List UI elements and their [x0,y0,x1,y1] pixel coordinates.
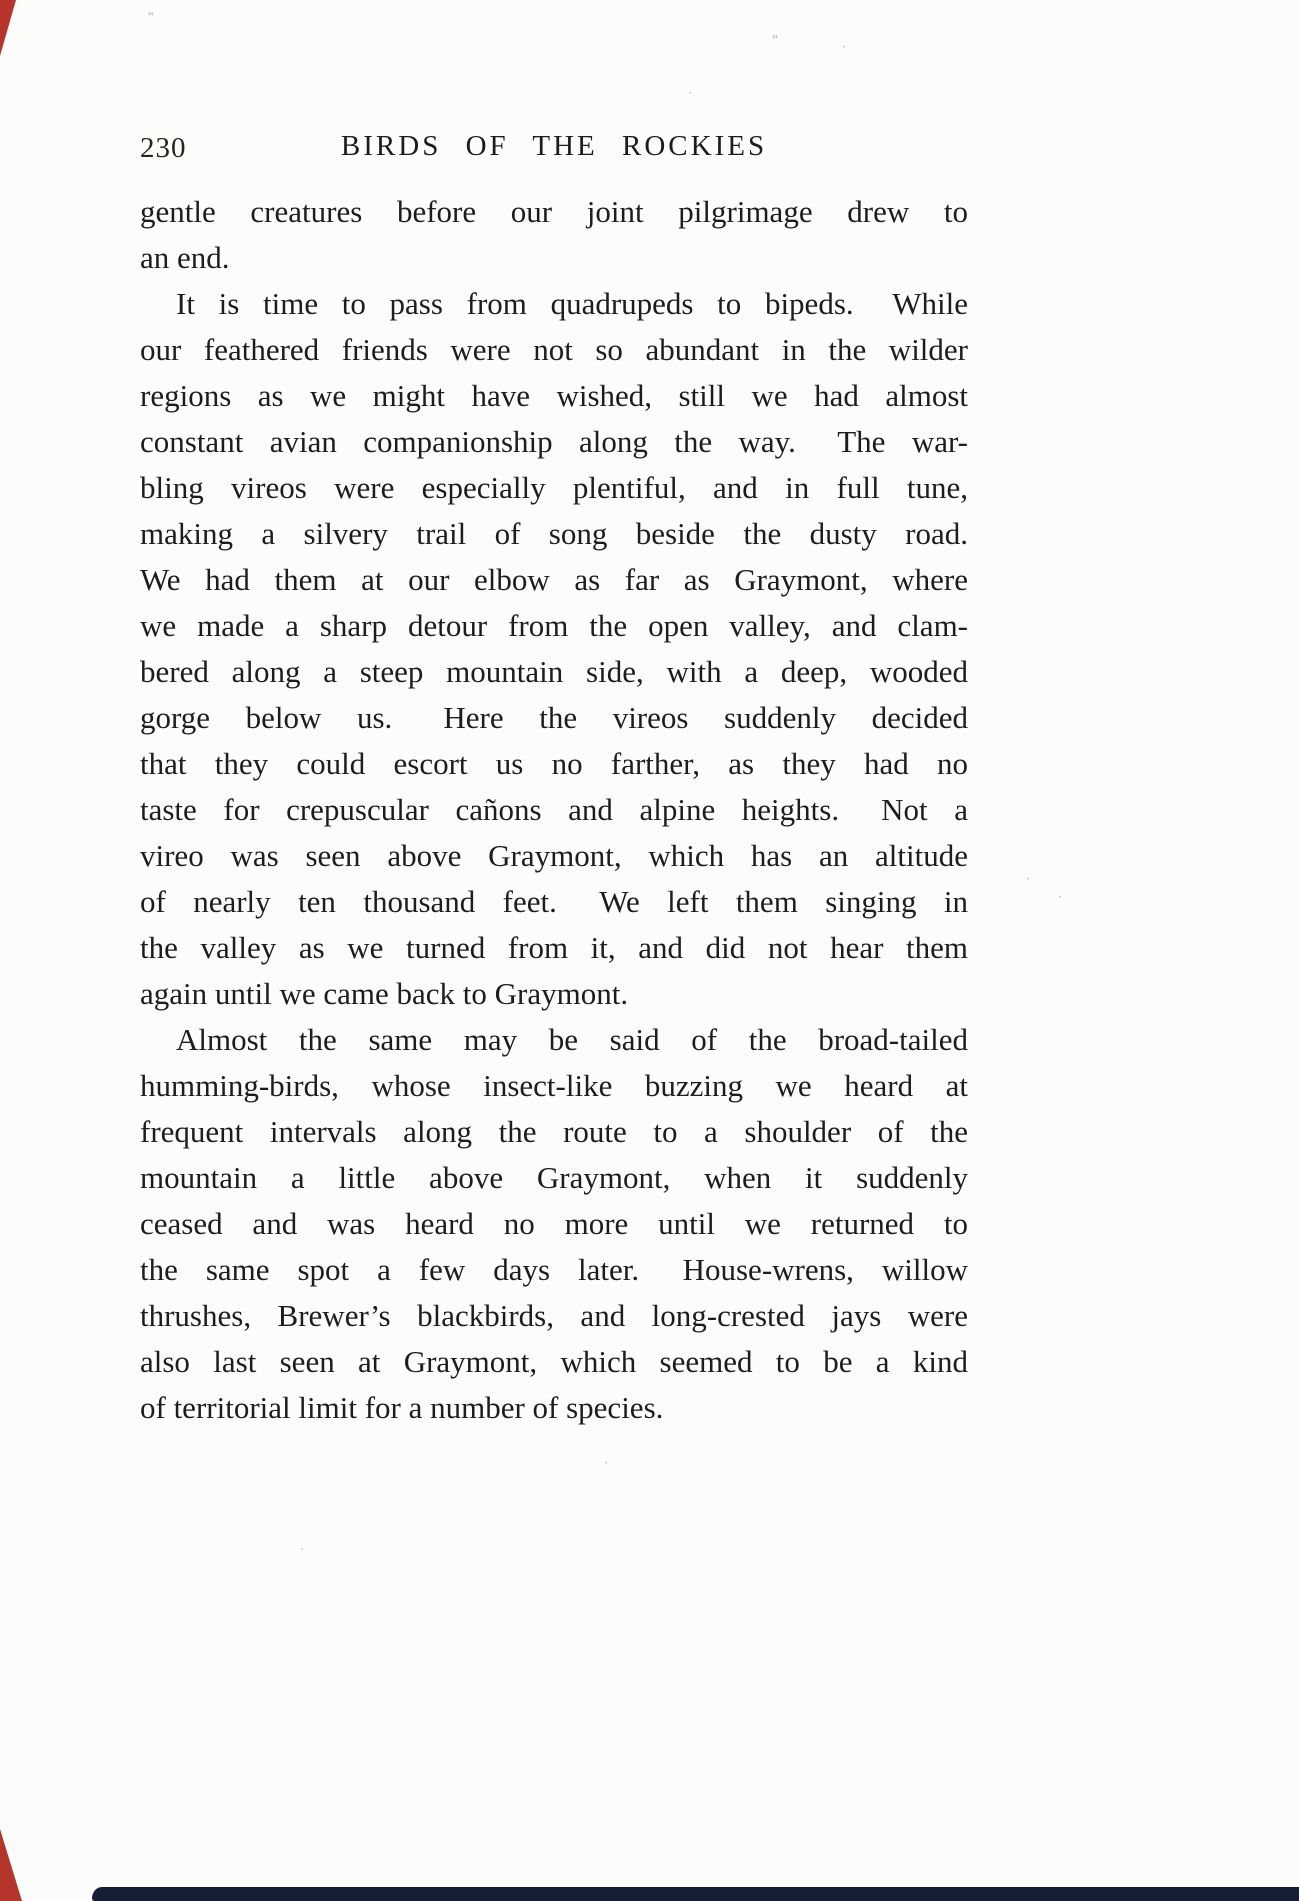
text-line: It is time to pass from quadrupeds to bipeds. While [176,286,968,321]
text-line: bered along a steep mountain side, with a deep, wooded [140,654,968,689]
scan-speck: · [842,39,847,54]
scan-artifact-red-top-left [0,0,16,56]
text-line: that they could escort us no farther, as they had no [140,746,968,781]
page-number: 230 [140,132,187,164]
text-line: vireo was seen above Graymont, which has an altitude [140,838,968,873]
text-line: taste for crepuscular cañons and alpine heights. Not a [140,792,968,827]
scan-artifact-bottom-strip [92,1887,1299,1901]
text-line: ceased and was heard no more until we returned to [140,1206,968,1241]
scan-speck: · [604,1455,609,1470]
scan-speck: · [1058,889,1063,904]
text-line: humming-birds, whose insect-like buzzing we heard at [140,1068,968,1103]
text-line: thrushes, Brewer’s blackbirds, and long-crested jays were [140,1298,968,1333]
text-line: also last seen at Graymont, which seemed to be a kind [140,1344,968,1379]
running-title: BIRDS OF THE ROCKIES [340,130,768,162]
text-line: gentle creatures before our joint pilgrimage drew to [140,194,968,229]
scan-speck: · [688,85,693,100]
text-line: Almost the same may be said of the broad-tailed [176,1022,968,1057]
page-header [140,130,968,170]
scan-speck: „ [772,25,778,40]
text-line: of nearly ten thousand feet. We left them singing in [140,884,968,919]
text-line: mountain a little above Graymont, when it suddenly [140,1160,968,1195]
text-line: regions as we might have wished, still we had almost [140,378,968,413]
text-line: of territorial limit for a number of species. [140,1390,664,1425]
text-line: the valley as we turned from it, and did not hear them [140,930,968,965]
text-line: an end. [140,240,230,275]
text-line: we made a sharp detour from the open valley, and clam- [140,608,968,643]
text-line: the same spot a few days later. House-wrens, willow [140,1252,968,1287]
text-line: again until we came back to Graymont. [140,976,629,1011]
scan-speck: · [1026,871,1031,886]
text-line: bling vireos were especially plentiful, and in full tune, [140,470,968,505]
text-line: making a silvery trail of song beside the dusty road. [140,516,968,551]
scan-artifact-red-bottom-left [0,1829,22,1901]
text-line: gorge below us. Here the vireos suddenly decided [140,700,968,735]
text-line: We had them at our elbow as far as Graymont, where [140,562,968,597]
page-body [140,189,968,1431]
scan-speck: ‟ [148,9,154,24]
text-line: constant avian companionship along the way. The war- [140,424,968,459]
scan-speck: · [300,1541,305,1556]
text-line: frequent intervals along the route to a shoulder of the [140,1114,968,1149]
text-line: our feathered friends were not so abundant in the wilder [140,332,968,367]
